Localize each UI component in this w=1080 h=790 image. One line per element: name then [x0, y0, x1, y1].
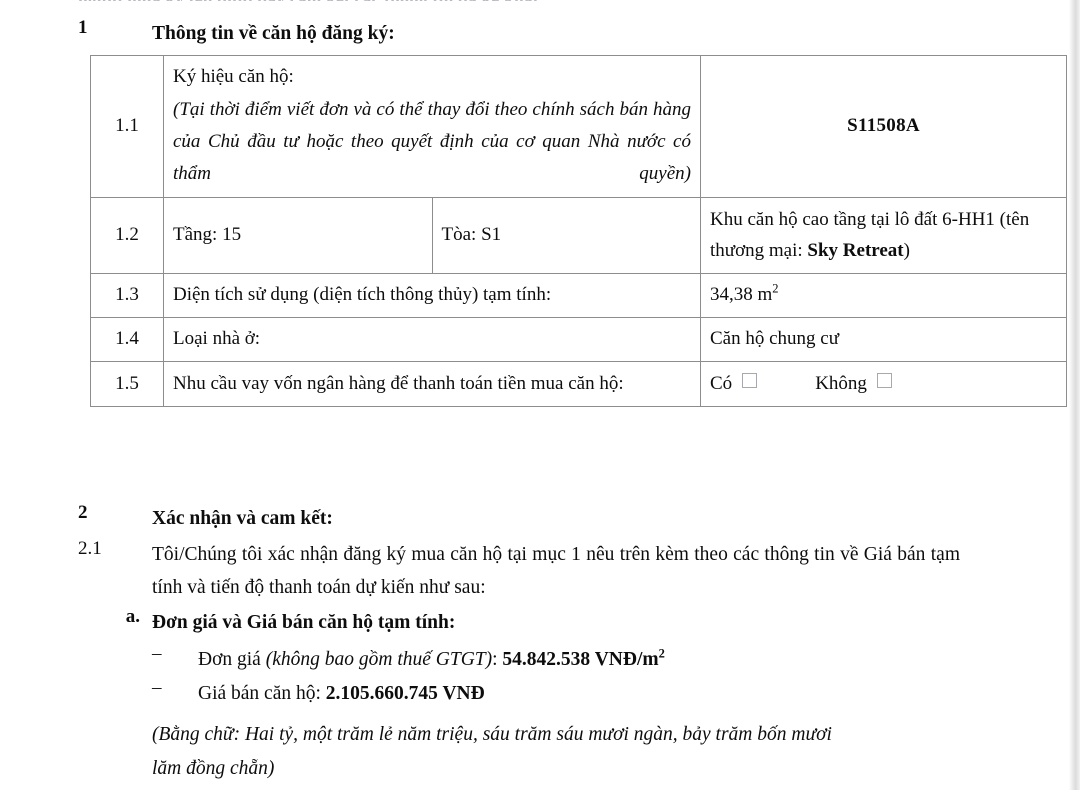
row-index-1-3: 1.3	[91, 274, 164, 318]
bullet-unit-price-text	[198, 643, 665, 676]
loan-need-label	[164, 362, 701, 407]
amount-in-words-text-1: (Bằng chữ: Hai tỷ, một trăm lẻ năm triệu, sáu trăm sáu mươi ngàn, bảy trăm bốn mươi	[152, 724, 832, 745]
section-2-number: 2	[78, 502, 88, 523]
project-suffix: )	[903, 240, 910, 261]
project-prefix: Khu căn hộ cao tầng tại lô đất 6-HH1 (tên thương mại:	[710, 209, 1030, 261]
table-row	[91, 274, 1067, 318]
item-a-title: Đơn giá và Giá bán căn hộ tạm tính:	[152, 612, 456, 633]
unit-price-separator: :	[492, 649, 503, 670]
row-index-1-2: 1.2	[91, 198, 164, 274]
amount-in-words-line-1	[152, 718, 964, 751]
apartment-code-value: S11508A	[701, 56, 1067, 198]
bullet-unit-price-row	[152, 643, 665, 676]
table-row	[91, 362, 1067, 407]
checkbox-yes[interactable]	[742, 373, 757, 388]
section-1-heading-row	[78, 17, 395, 50]
section-2-heading-row	[78, 502, 333, 535]
apartment-code-label-cell	[164, 56, 701, 198]
section-2-title: Xác nhận và cam kết:	[152, 508, 333, 529]
unit-price-value: 54.842.538 VNĐ/m	[502, 649, 659, 670]
bullet-marker-icon: –	[152, 677, 162, 698]
housing-type-value: Căn hộ chung cư	[701, 318, 1067, 362]
row-index-1-5: 1.5	[91, 362, 164, 407]
bullet-total-price-row	[152, 677, 485, 710]
area-value: 34,38 m	[710, 284, 773, 305]
item-a-letter: a.	[125, 606, 140, 627]
section-1-title: Thông tin về căn hộ đăng ký:	[152, 23, 395, 44]
row-index-1-1: 1.1	[91, 56, 164, 198]
clause-2-1-row	[78, 538, 968, 604]
tower-value: Tòa: S1	[432, 198, 701, 274]
top-cutoff-text	[78, 0, 958, 1]
housing-type-label: Loại nhà ở:	[164, 318, 701, 362]
table-row	[91, 198, 1067, 274]
unit-price-exponent: 2	[658, 646, 665, 661]
item-a-row	[78, 606, 455, 639]
loan-need-label-text: Nhu cầu vay vốn ngân hàng để thanh toán tiền mua căn hộ:	[173, 373, 624, 394]
clause-2-1-number: 2.1	[78, 538, 102, 559]
area-unit-exponent: 2	[772, 281, 779, 296]
bullet-marker-icon: –	[152, 643, 162, 664]
area-label: Diện tích sử dụng (diện tích thông thủy) tạm tính:	[164, 274, 701, 318]
loan-option-yes-label: Có	[710, 372, 733, 394]
table-row	[91, 318, 1067, 362]
project-name-cell	[701, 198, 1067, 274]
table-row	[91, 56, 1067, 198]
total-price-label: Giá bán căn hộ:	[198, 683, 326, 704]
clause-2-1-text: Tôi/Chúng tôi xác nhận đăng ký mua căn hộ tại mục 1 nêu trên kèm theo các thông tin về Giá bán tạm tính và tiến độ thanh toán dự kiến như sau:	[152, 544, 960, 598]
section-1-number: 1	[78, 17, 88, 38]
apartment-code-note: (Tại thời điểm viết đơn và có thể thay đổi theo chính sách bán hàng của Chủ đầu tư hoặc theo quyết định của cơ quan Nhà nước có thẩm quyền)	[173, 99, 691, 184]
row-index-1-4: 1.4	[91, 318, 164, 362]
bullet-total-price-text	[198, 677, 485, 710]
loan-option-no-label: Không	[815, 372, 867, 394]
amount-in-words-line-2	[152, 752, 274, 785]
apartment-code-label: Ký hiệu căn hộ:	[173, 66, 294, 87]
unit-price-label: Đơn giá	[198, 649, 266, 670]
checkbox-no[interactable]	[877, 373, 892, 388]
project-commercial-name: Sky Retreat	[807, 240, 904, 261]
loan-need-options-cell	[701, 362, 1067, 407]
unit-price-note: (không bao gồm thuế GTGT)	[265, 649, 493, 670]
amount-in-words-text-2: lăm đồng chẵn)	[152, 758, 275, 779]
floor-value: Tầng: 15	[164, 198, 433, 274]
area-value-cell	[701, 274, 1067, 318]
apartment-info-table	[90, 55, 1067, 407]
page-edge-shadow	[1069, 0, 1080, 790]
total-price-value: 2.105.660.745 VNĐ	[325, 683, 485, 704]
